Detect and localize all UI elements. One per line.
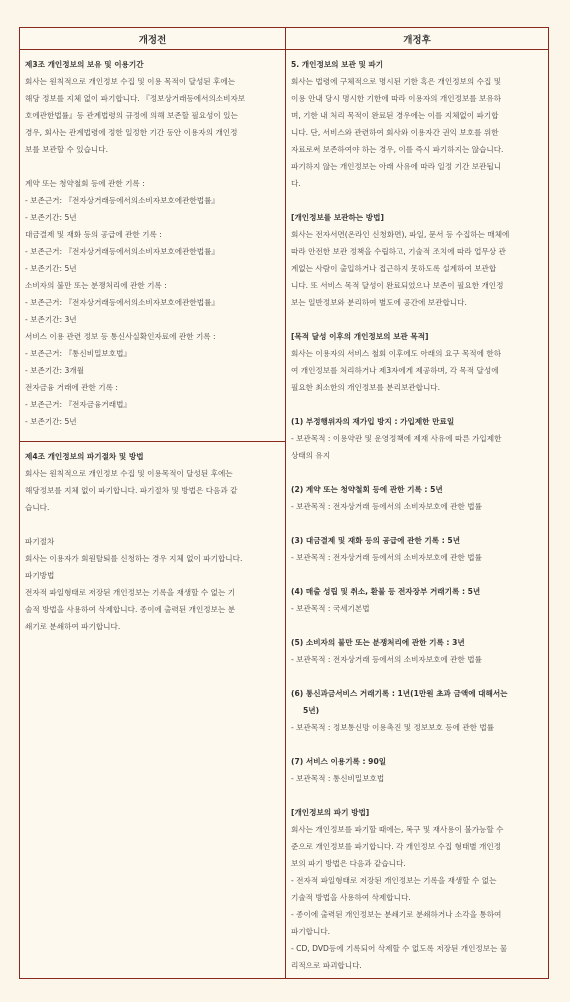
text-line <box>291 464 544 481</box>
header-after: 개정후 <box>403 34 431 46</box>
text-line: 파기하지 않는 개인정보는 아래 사유에 따라 일정 기간 보관됩니 <box>291 162 502 171</box>
text-line: 회사는 원칙적으로 개인정보 수집 및 이용 목적이 달성된 후에는 <box>25 77 236 86</box>
text-line: 파기절차 <box>25 537 55 546</box>
text-line: - 보존근거: 『전자상거래등에서의소비자보호에관한법률』 <box>25 298 220 307</box>
text-line: 회사는 원칙적으로 개인정보 수집 및 이용목적이 달성된 후에는 <box>25 469 233 478</box>
section-heading: (1) 부정행위자의 재가입 방지 : 가입제한 만료일 <box>291 417 455 426</box>
text-line: 리적으로 파괴합니다. <box>291 961 362 970</box>
section-heading: (7) 서비스 이용기록 : 90일 <box>291 757 387 766</box>
text-line <box>291 396 544 413</box>
text-line: - 보존근거: 『전자상거래등에서의소비자보호에관한법률』 <box>25 196 220 205</box>
text-line: 대금결제 및 재화 등의 공급에 관한 기록 : <box>25 230 162 239</box>
text-line: 계없는 사람이 출입하거나 접근하지 못하도록 설계하여 보관합 <box>291 264 497 273</box>
text-line: 준으로 개인정보를 파기합니다. 각 개인정보 수집 형태별 개인정 <box>291 842 502 851</box>
section-heading: (6) 통신과금서비스 거래기록 : 1년(1만원 초과 금액에 대해서는 <box>291 689 508 698</box>
section-heading: (2) 계약 또는 청약철회 등에 관한 기록 : 5년 <box>291 485 443 494</box>
text-line: - 보관목적 : 전자상거래 등에서의 소비자보호에 관한 법률 <box>291 502 482 511</box>
text-line: 상태의 유지 <box>291 451 331 460</box>
section-heading: 5년) <box>303 706 320 715</box>
text-line <box>291 668 544 685</box>
text-line <box>291 192 544 209</box>
text-line: - 보존기간: 5년 <box>25 213 77 222</box>
text-line: 자료로써 보존하여야 하는 경우, 이를 즉시 파기하지는 않습니다. <box>291 145 504 154</box>
text-line: - 보존근거: 『전자금융거래법』 <box>25 400 132 409</box>
text-line: 니다. 또 서비스 목적 달성이 완료되었으나 보존이 필요한 개인정 <box>291 281 504 290</box>
text-line: 파기합니다. <box>291 927 331 936</box>
text-line: 여 개인정보를 처리하거나 제3자에게 제공하며, 각 목적 달성에 <box>291 366 499 375</box>
text-line: - CD, DVD등에 기록되어 삭제할 수 없도록 저장된 개인정보는 물 <box>291 944 508 953</box>
article-3-cell <box>20 50 285 442</box>
text-line: 니다. 단, 서비스와 관련하여 회사와 이용자간 권익 보호를 위한 <box>291 128 499 137</box>
text-line: 해당 정보를 지체 없이 파기합니다. 『정보상거래등에서의소비자보 <box>25 94 246 103</box>
text-line: 보는 일반정보와 분리하여 별도에 공간에 보관합니다. <box>291 298 467 307</box>
text-line: 파기방법 <box>25 571 55 580</box>
text-line: 경우, 회사는 관계법령에 정한 일정한 기간 동안 이용자의 개인정 <box>25 128 238 137</box>
text-line <box>291 617 544 634</box>
before-column <box>20 50 286 979</box>
section-heading: [개인정보를 보관하는 방법] <box>291 213 384 222</box>
text-line: - 보존기간: 3개월 <box>25 366 84 375</box>
text-line: 계약 또는 청약철회 등에 관한 기록 : <box>25 179 145 188</box>
text-line: 회사는 전자서면(온라인 신청화면), 파일, 문서 등 수집하는 매체에 <box>291 230 510 239</box>
section-heading: (5) 소비자의 불만 또는 분쟁처리에 관한 기록 : 3년 <box>291 638 465 647</box>
text-line: 필요한 최소한의 개인정보를 분리보관합니다. <box>291 383 441 392</box>
header-before: 개정전 <box>20 28 286 49</box>
text-line: 습니다. <box>25 503 50 512</box>
text-line: 전자금융 거래에 관한 기록 : <box>25 383 118 392</box>
text-line: - 보관목적 : 국세기본법 <box>291 604 370 613</box>
text-line: 보의 파기 방법은 다음과 같습니다. <box>291 859 406 868</box>
text-line: 따라 안전한 보관 정책을 수립하고, 기술적 조치에 따라 업무상 관 <box>291 247 506 256</box>
text-line: 기술적 방법을 사용하여 삭제합니다. <box>291 893 411 902</box>
text-line: - 보관목적 : 전자상거래 등에서의 소비자보호에 관한 법률 <box>291 655 482 664</box>
section-heading: [목적 달성 이후의 개인정보의 보관 목적] <box>291 332 429 341</box>
text-line: 며, 기한 내 처리 목적이 완료된 경우에는 이를 지체없이 파기합 <box>291 111 499 120</box>
text-line: - 전자적 파일형태로 저장된 개인정보는 기록을 재생할 수 없는 <box>291 876 497 885</box>
table-body-row <box>20 50 548 979</box>
text-line: - 보관목적 : 이용약관 및 운영정책에 제재 사유에 따른 가입제한 <box>291 434 502 443</box>
text-line: 회사는 이용자가 회원탈퇴를 신청하는 경우 지체 없이 파기합니다. <box>25 554 243 563</box>
section-5-cell <box>286 50 548 980</box>
after-column <box>286 50 548 979</box>
text-line: 해당정보를 지체 없이 파기합니다. 파기절차 및 방법은 다음과 같 <box>25 486 238 495</box>
text-line: 회사는 법령에 구체적으로 명시된 기한 혹은 개인정보의 수집 및 <box>291 77 502 86</box>
article-4-cell <box>20 442 285 641</box>
text-line <box>25 516 281 533</box>
section-heading: 제3조 개인정보의 보유 및 이용기간 <box>25 60 144 69</box>
text-line: - 종이에 출력된 개인정보는 분쇄기로 분쇄하거나 소각을 통하여 <box>291 910 502 919</box>
text-line: - 보존근거: 『전자상거래등에서의소비자보호에관한법률』 <box>25 247 220 256</box>
text-line: 쇄기로 분쇄하여 파기합니다. <box>25 622 121 631</box>
section-heading: [개인정보의 파기 방법] <box>291 808 370 817</box>
text-line: - 보관목적 : 정보통신망 이용촉진 및 정보보호 등에 관한 법률 <box>291 723 495 732</box>
text-line: - 보관목적 : 통신비밀보호법 <box>291 774 385 783</box>
text-line <box>291 736 544 753</box>
text-line <box>291 515 544 532</box>
text-line <box>291 787 544 804</box>
table-header-row <box>20 28 548 50</box>
section-heading: (3) 대금결제 및 재화 등의 공급에 관한 기록 : 5년 <box>291 536 461 545</box>
text-line: 이용 안내 당시 명시한 기한에 따라 이용자의 개인정보를 보유하 <box>291 94 502 103</box>
text-line <box>25 158 281 175</box>
section-heading: (4) 매출 성립 및 취소, 환불 등 전자장부 거래기록 : 5년 <box>291 587 481 596</box>
text-line: - 보존기간: 5년 <box>25 264 77 273</box>
text-line: - 보존근거: 『통신비밀보호법』 <box>25 349 132 358</box>
text-line: 다. <box>291 179 301 188</box>
text-line <box>291 566 544 583</box>
text-line: 술적 방법을 사용하여 삭제합니다. 종이에 출력된 개인정보는 분 <box>25 605 236 614</box>
text-line: - 보관목적 : 전자상거래 등에서의 소비자보호에 관한 법률 <box>291 553 482 562</box>
text-line: 회사는 개인정보를 파기할 때에는, 복구 및 재사용이 불가능할 수 <box>291 825 504 834</box>
text-line: - 보존기간: 3년 <box>25 315 77 324</box>
text-line <box>291 311 544 328</box>
section-heading: 제4조 개인정보의 파기절차 및 방법 <box>25 452 144 461</box>
comparison-table <box>19 27 549 979</box>
text-line: 전자적 파일형태로 저장된 개인정보는 기록을 재생할 수 없는 기 <box>25 588 236 597</box>
text-line: 호에관한법률』등 관계법령의 규정에 의해 보존할 필요성이 있는 <box>25 111 238 120</box>
text-line: 회사는 이용자의 서비스 철회 이후에도 아래의 요구 목적에 한하 <box>291 349 502 358</box>
text-line: - 보존기간: 5년 <box>25 417 77 426</box>
text-line: 소비자의 불만 또는 분쟁처리에 관한 기록 : <box>25 281 167 290</box>
section-heading: 5. 개인정보의 보관 및 파기 <box>291 60 384 69</box>
text-line: 보를 보관할 수 있습니다. <box>25 145 109 154</box>
text-line: 서비스 이용 관련 정보 등 통신사실확인자료에 관한 기록 : <box>25 332 216 341</box>
